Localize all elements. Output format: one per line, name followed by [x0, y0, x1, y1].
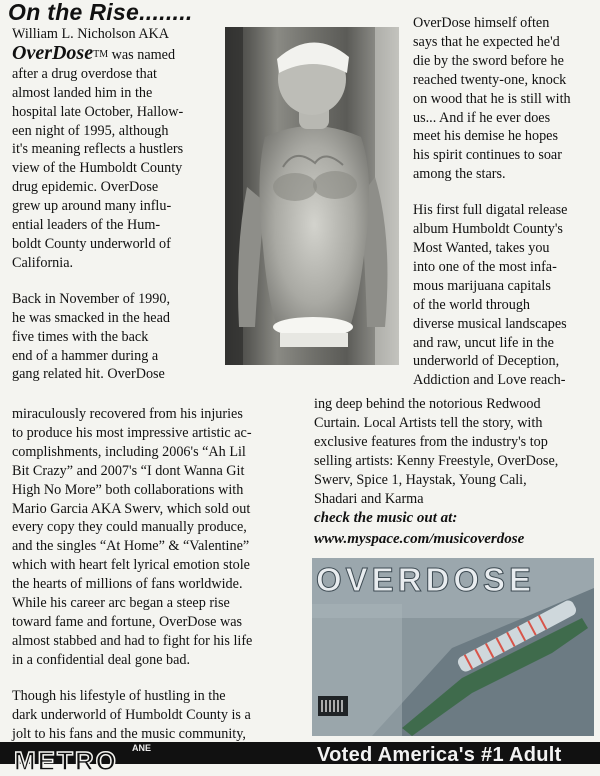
- col2-wide-line: ing deep behind the notorious Redwood: [314, 396, 541, 412]
- footer-logo-sup: ANE: [132, 743, 152, 753]
- col2-p2-line: album Humboldt County's: [413, 221, 563, 238]
- col1-p3-line: Though his lifestyle of hustling in the: [12, 687, 226, 704]
- col1-wide-line: every copy they could manually produce,: [12, 519, 247, 536]
- col2-line: reached twenty-one, knock: [413, 71, 567, 88]
- col1-line: it's meaning reflects a hustlers: [12, 141, 184, 158]
- col2-p2-line: and raw, uncut life in the: [413, 334, 554, 351]
- column-left-intro: [12, 25, 222, 384]
- col1-p3-line: jolt to his fans and the music community,: [12, 725, 246, 742]
- col2-wide-line: selling artists: Kenny Freestyle, OverDose,: [314, 452, 559, 469]
- col1-wide-line: Bit Crazy” and 2007's “I dont Wanna Git: [12, 462, 245, 479]
- col2-p2-line: mous marijuana capitals: [413, 277, 551, 294]
- col1-wide-line: While his career arc began a steep rise: [12, 595, 230, 612]
- col1-wide-line: Mario Garcia AKA Swerv, which sold out: [12, 500, 251, 517]
- col1-p2-line: end of a hammer during a: [12, 347, 159, 364]
- column-left-wide: [12, 405, 304, 743]
- col2-p2-line: underworld of Deception,: [413, 353, 560, 370]
- col1-wide-line: almost stabbed and had to fight for his life: [12, 632, 253, 649]
- col2-p2-line: Most Wanted, takes you: [413, 239, 550, 256]
- col2-line: on wood that he is still with: [413, 90, 571, 107]
- col1-wide-line: the hearts of millions of fans worldwide.: [12, 576, 243, 593]
- col1-wide-line: to produce his most impressive artistic ac-: [12, 424, 252, 441]
- trademark-mark: TM: [93, 48, 109, 60]
- col1-line: drug epidemic. OverDose: [12, 179, 159, 196]
- col2-line: us... And if he ever does: [413, 109, 551, 126]
- col1-line: after a drug overdose that: [12, 65, 157, 82]
- column-right-top: [413, 14, 597, 390]
- col1-p2-line: Back in November of 1990,: [12, 290, 170, 307]
- col2-wide-line: Curtain. Local Artists tell the story, with: [314, 414, 543, 431]
- col2-line: his spirit continues to soar: [413, 147, 562, 164]
- article-headline: On the Rise........: [8, 0, 193, 25]
- col1-line: almost landed him in the: [12, 84, 153, 101]
- col1-wide-line: High No More” both collaborations with: [12, 481, 244, 498]
- col1-line: ential leaders of the Hum-: [12, 217, 161, 234]
- col1-wide-line: miraculously recovered from his injuries: [12, 406, 243, 422]
- col1-p2-line: gang related hit. OverDose: [12, 366, 165, 383]
- col2-wide-line: Swerv, Spice 1, Haystak, Young Cali,: [314, 471, 527, 488]
- col2-wide-line: Shadari and Karma: [314, 490, 424, 507]
- col2-line: die by the sword before he: [413, 52, 564, 69]
- col1-p3-line: dark underworld of Humboldt County is a: [12, 706, 251, 723]
- footer-logo: METRO: [14, 746, 118, 776]
- col2-p2-line: diverse musical landscapes: [413, 315, 567, 332]
- intro-line: William L. Nicholson AKA: [12, 26, 170, 42]
- col1-line: was named: [108, 46, 176, 63]
- col1-p2-line: he was smacked in the head: [12, 309, 170, 326]
- col1-line: view of the Humboldt County: [12, 160, 183, 177]
- col1-line: boldt County underworld of: [12, 235, 171, 252]
- col1-wide-line: complishments, including 2006's “Ah Lil: [12, 443, 246, 460]
- col2-p2-line: Addiction and Love reach-: [413, 372, 566, 389]
- col1-line: California.: [12, 254, 74, 271]
- col2-line: among the stars.: [413, 166, 506, 183]
- album-cover: [312, 558, 594, 736]
- col2-wide-line: exclusive features from the industry's top: [314, 433, 548, 450]
- col2-p2-line: His first full digatal release: [413, 202, 568, 219]
- col2-line: meet his demise he hopes: [413, 128, 558, 145]
- col1-line: een night of 1995, although: [12, 122, 169, 139]
- artist-photo: [225, 27, 399, 365]
- brand-name: OverDose: [12, 41, 94, 64]
- col1-wide-line: in a confidential deal gone bad.: [12, 651, 191, 668]
- artist-photo-art: [225, 27, 399, 365]
- album-title: OVERDOSE: [316, 561, 536, 598]
- cta-line: check the music out at:: [314, 510, 458, 527]
- footer-tagline: Voted America's #1 Adult: [317, 744, 562, 766]
- column-right-wide: [314, 395, 598, 550]
- col1-line: grew up around many influ-: [12, 198, 172, 215]
- col2-line: says that he expected he'd: [413, 33, 560, 50]
- col1-p2-line: five times with the back: [12, 328, 149, 345]
- cta-url: www.myspace.com/musicoverdose: [314, 531, 525, 548]
- intro-brand-line: [12, 41, 222, 65]
- col1-wide-line: and the singles “At Home” & “Valentine”: [12, 538, 250, 555]
- col2-line: OverDose himself often: [413, 15, 550, 31]
- col2-p2-line: into one of the most infa-: [413, 258, 557, 275]
- col1-line: hospital late October, Hallow-: [12, 103, 184, 120]
- col1-wide-line: toward fame and fortune, OverDose was: [12, 613, 243, 630]
- col1-wide-line: which with heart felt lyrical emotion stole: [12, 557, 250, 574]
- col2-p2-line: of the world through: [413, 296, 531, 313]
